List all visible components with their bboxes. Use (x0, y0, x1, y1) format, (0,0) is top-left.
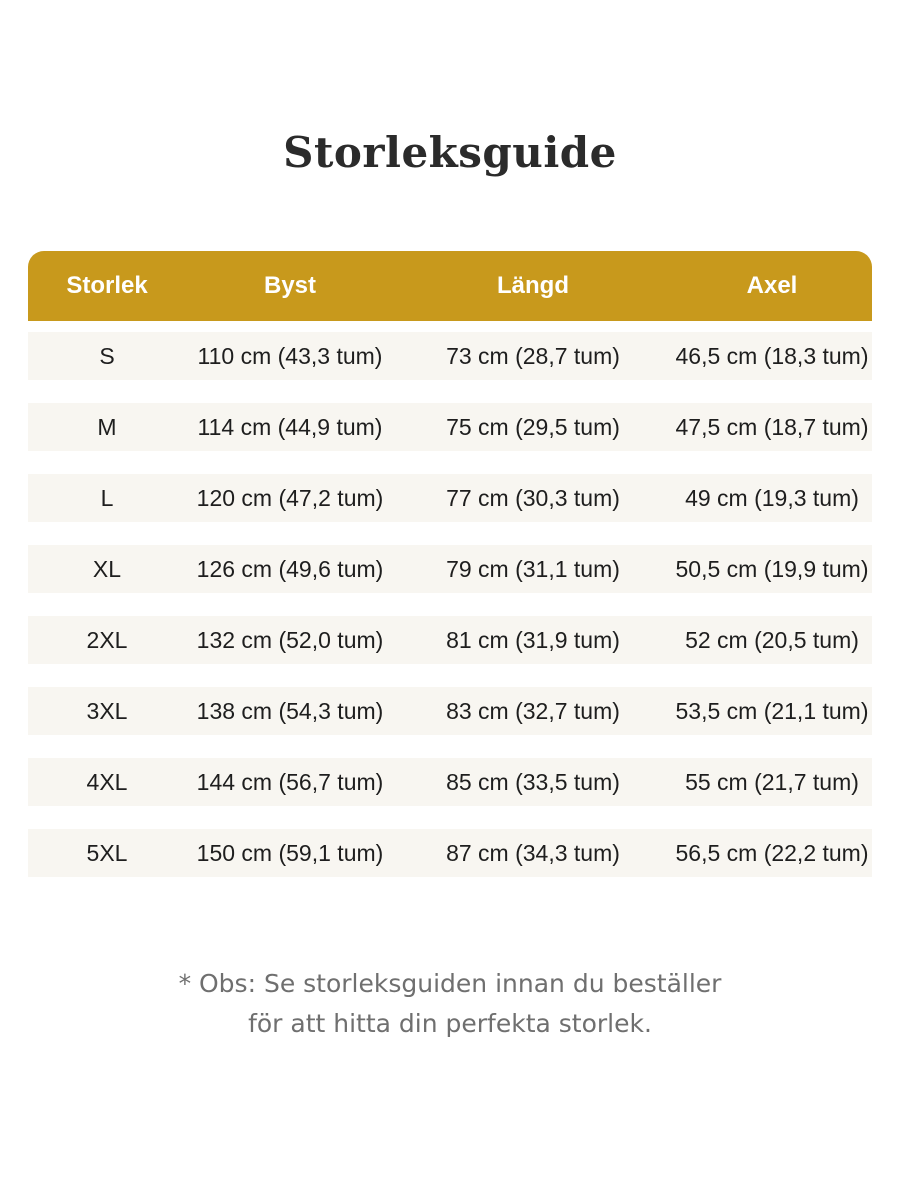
size-note (0, 964, 900, 1044)
cell-shoulder: 50,5 cm (19,9 tum) (675, 555, 869, 582)
cell-bust: 110 cm (43,3 tum) (197, 342, 383, 369)
table-row (28, 829, 872, 877)
cell-bust: 114 cm (44,9 tum) (197, 413, 383, 440)
cell-length: 81 cm (31,9 tum) (446, 626, 620, 653)
cell-bust: 144 cm (56,7 tum) (196, 768, 384, 795)
cell-shoulder: 55 cm (21,7 tum) (685, 768, 859, 795)
cell-shoulder: 56,5 cm (22,2 tum) (675, 839, 869, 866)
cell-size: L (100, 484, 114, 511)
cell-size: M (97, 413, 117, 440)
table-row (28, 616, 872, 664)
cell-bust: 138 cm (54,3 tum) (196, 697, 384, 724)
cell-size: 2XL (86, 626, 128, 653)
table-header (28, 251, 872, 321)
table-body (28, 332, 872, 877)
cell-shoulder: 47,5 cm (18,7 tum) (675, 413, 869, 440)
page-title: Storleksguide (283, 128, 617, 177)
cell-shoulder: 46,5 cm (18,3 tum) (675, 342, 869, 369)
cell-length: 75 cm (29,5 tum) (446, 413, 620, 440)
note-line-1: * Obs: Se storleksguiden innan du beställer (178, 969, 722, 998)
cell-shoulder: 53,5 cm (21,1 tum) (675, 697, 869, 724)
header-size: Storlek (66, 272, 148, 299)
cell-size: 3XL (86, 697, 128, 724)
table-row (28, 687, 872, 735)
cell-size: XL (92, 555, 122, 582)
cell-bust: 150 cm (59,1 tum) (196, 839, 384, 866)
header-length: Längd (497, 272, 569, 299)
header-bust: Byst (263, 272, 317, 299)
table-row (28, 403, 872, 451)
cell-size: 5XL (86, 839, 128, 866)
cell-length: 87 cm (34,3 tum) (446, 839, 620, 866)
note-line-2: för att hitta din perfekta storlek. (248, 1009, 652, 1038)
table-row (28, 474, 872, 522)
cell-length: 85 cm (33,5 tum) (446, 768, 620, 795)
cell-length: 83 cm (32,7 tum) (446, 697, 620, 724)
cell-size: S (99, 342, 115, 369)
cell-bust: 120 cm (47,2 tum) (196, 484, 384, 511)
table-row (28, 332, 872, 380)
size-table (28, 251, 872, 877)
table-row (28, 758, 872, 806)
cell-length: 77 cm (30,3 tum) (446, 484, 620, 511)
table-row (28, 545, 872, 593)
cell-length: 73 cm (28,7 tum) (446, 342, 620, 369)
cell-length: 79 cm (31,1 tum) (446, 555, 620, 582)
cell-bust: 126 cm (49,6 tum) (196, 555, 384, 582)
cell-shoulder: 49 cm (19,3 tum) (685, 484, 859, 511)
cell-size: 4XL (86, 768, 128, 795)
cell-shoulder: 52 cm (20,5 tum) (685, 626, 859, 653)
cell-bust: 132 cm (52,0 tum) (196, 626, 384, 653)
header-shoulder: Axel (746, 272, 798, 299)
